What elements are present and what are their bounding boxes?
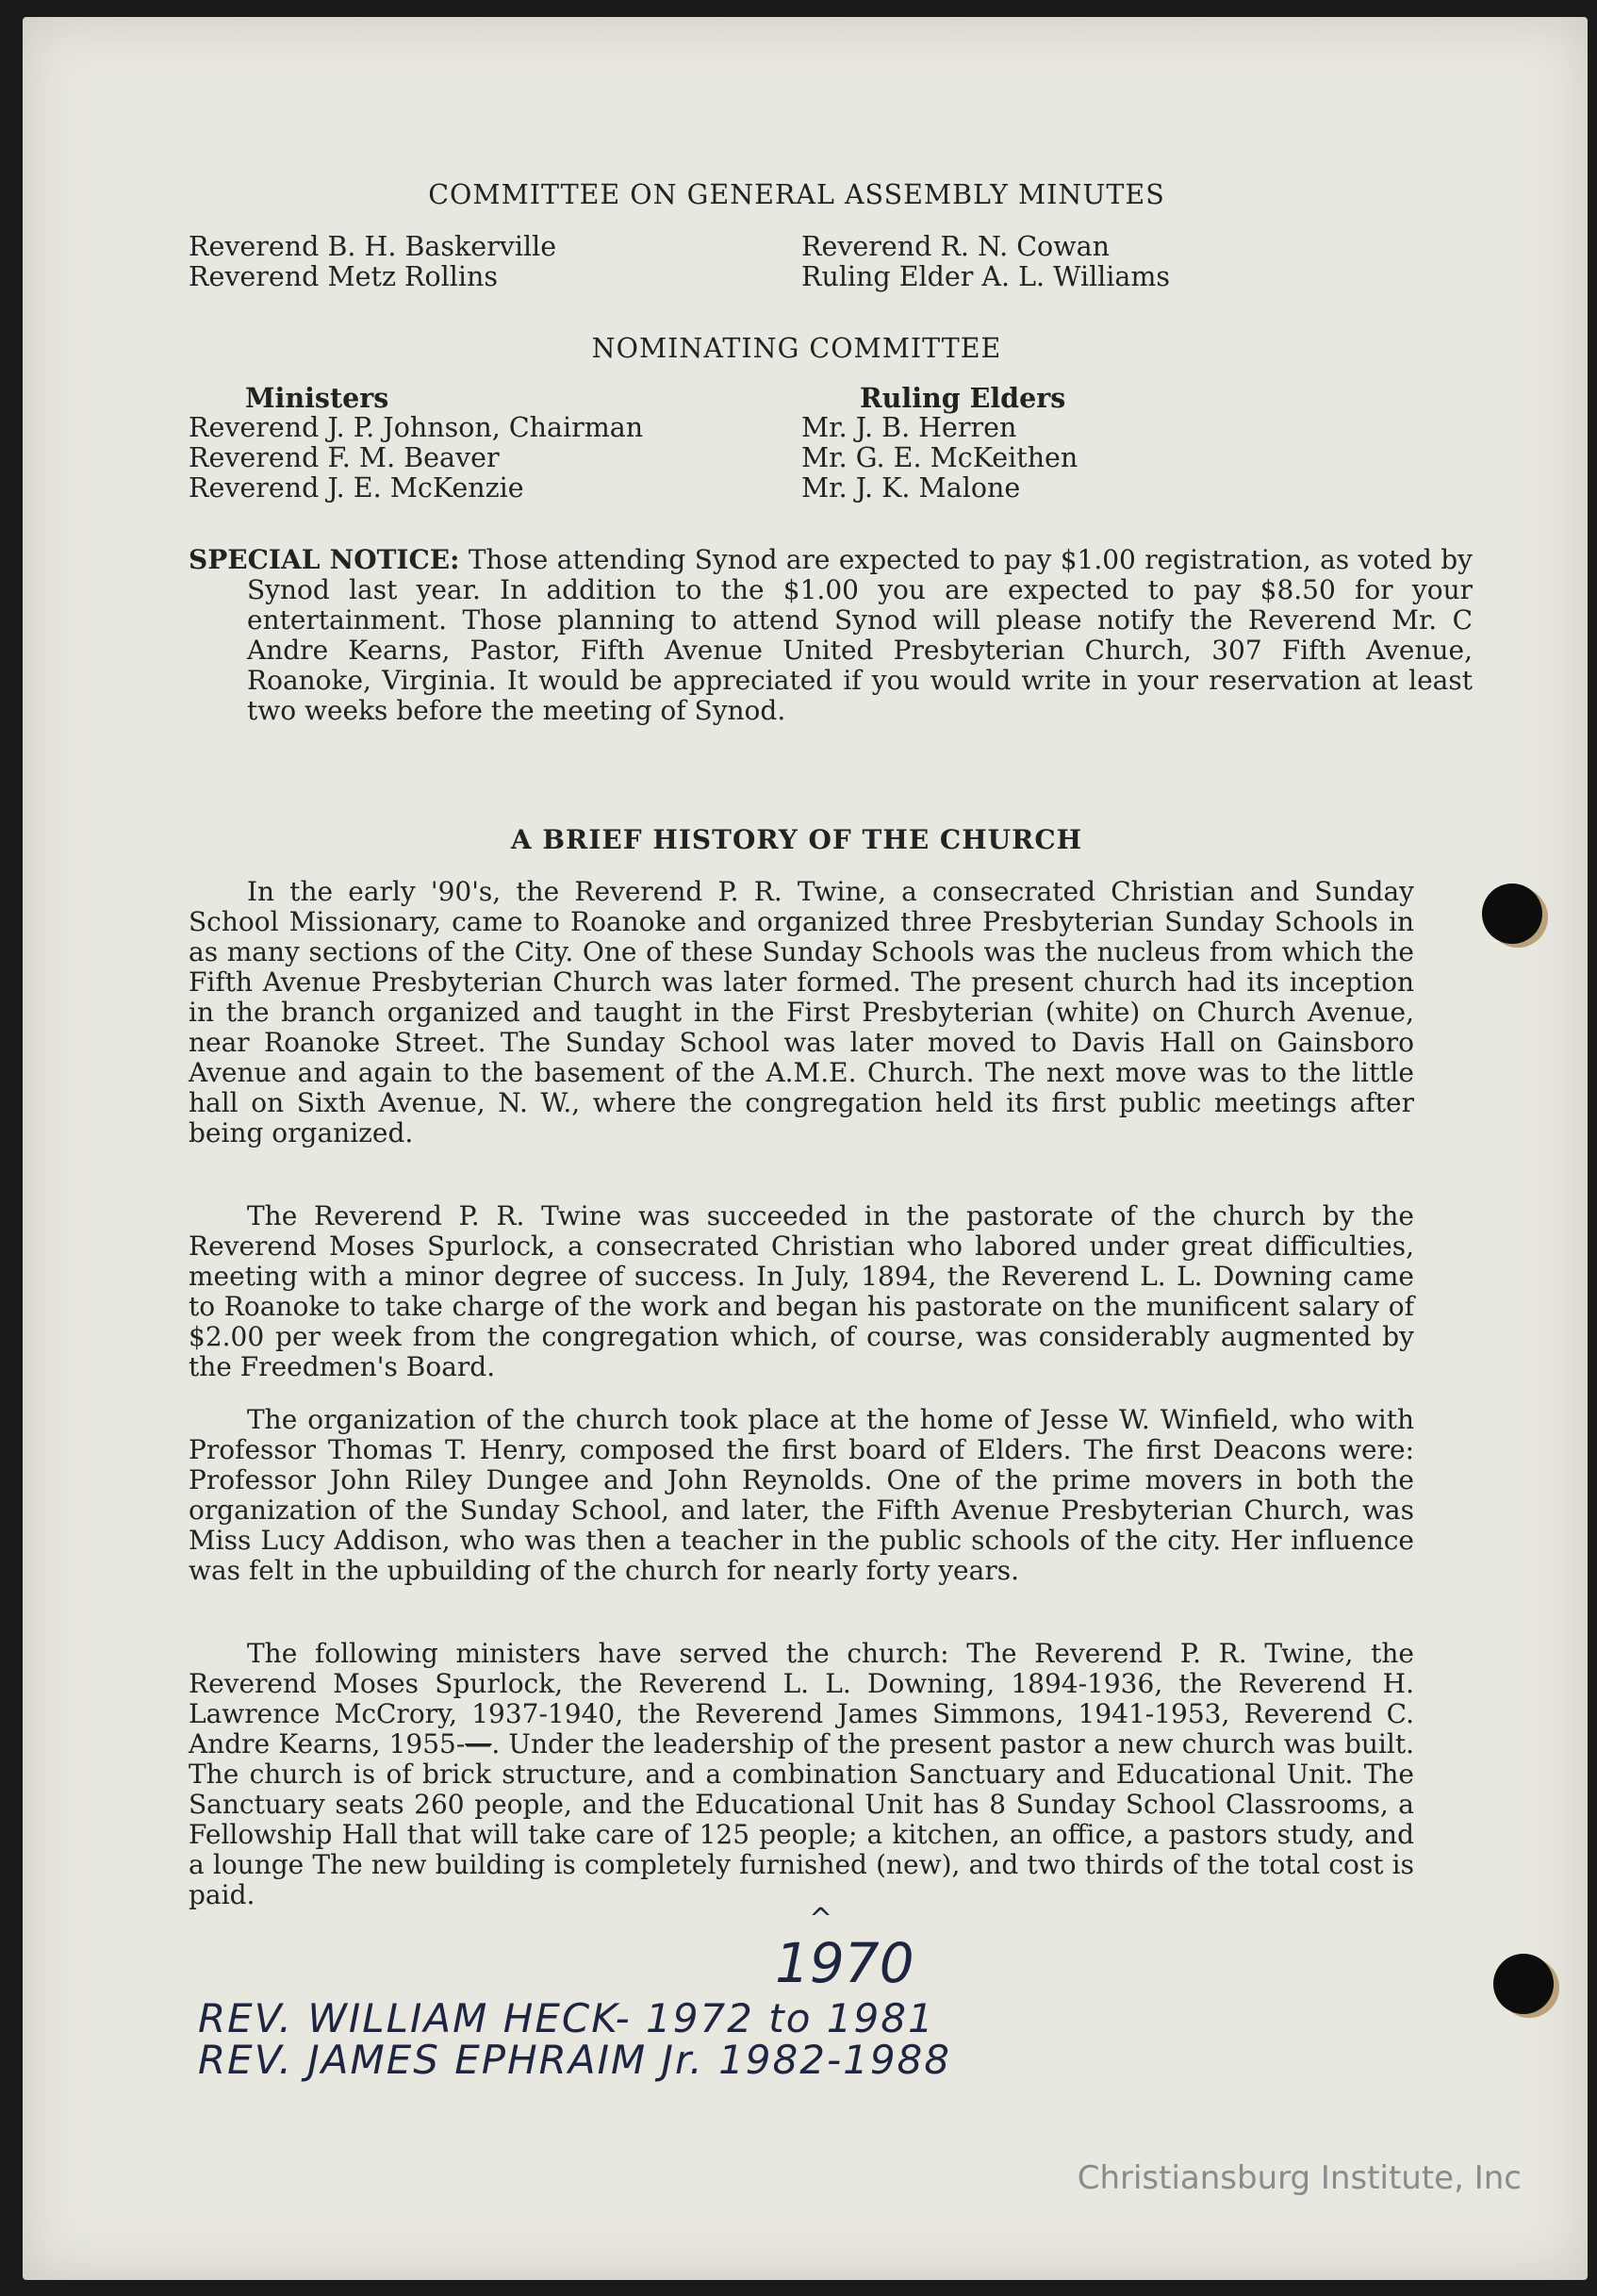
history-title: A BRIEF HISTORY OF THE CHURCH <box>510 824 1083 855</box>
committee-member: Reverend B. H. Baskerville <box>189 231 557 262</box>
handwritten-note-line-2: REV. JAMES EPHRAIM Jr. 1982-1988 <box>198 2037 951 2083</box>
history-paragraph-2: The Reverend P. R. Twine was succeeded in the pastorate of the church by the Reverend Moses Spurlock, a consecrated Christian who labored under great difficulties, meeting with a minor degree of success. In July, 1894, the Reverend L. L. Downing came to Roanoke to take charge of the work and began his pastorate on the munificent salary of $2.00 per week from the congregation which, of course, was considerably augmented by the Freedmen's Board. <box>189 1200 1414 1382</box>
special-notice-text: Those attending Synod are expected to pay $1.00 registration, as voted by Synod last year. In addition to the $1.00 you are expected to pay $8.50 for your entertainment. Those planning to attend Synod will please notify the Reverend Mr. C Andre Kearns, Pastor, Fifth Avenue United Presbyterian Church, 307 Fifth Avenue, Roanoke, Virginia. It would be appreciated if you would write in your reservation at least two weeks before the meeting of Synod. <box>247 544 1474 726</box>
committee-member: Ruling Elder A. L. Williams <box>801 261 1171 292</box>
handwritten-caret: ^ <box>809 1903 833 1936</box>
history-p4-text: The following ministers have served the church: The Reverend P. R. Twine, the Reverend Moses Spurlock, the Reverend L. L. Downing, 1894-1936, the Reverend H. Lawrence McCrory, 1937-1940, the Reverend James Simmons, 1941-1953, Reverend C. Andre Kearns, 1955- <box>189 1638 1414 1759</box>
struck-dash: — <box>465 1728 492 1759</box>
history-paragraph-3: The organization of the church took place at the home of Jesse W. Winfield, who with Professor Thomas T. Henry, composed the first board of Elders. The first Deacons were: Professor John Riley Dungee and John Reynolds. One of the prime movers in both the organization of the Sunday School, and later, the Fifth Avenue Presbyterian Church, was Miss Lucy Addison, who was then a teacher in the public schools of the city. Her influence was felt in the upbuilding of the church for nearly forty years. <box>189 1404 1414 1586</box>
ministers-heading: Ministers <box>245 382 389 414</box>
committee-member: Reverend R. N. Cowan <box>801 231 1110 262</box>
history-p4-text-continued: . Under the leadership of the present pastor a new church was built. The church is of brick structure, and a combination Sanctuary and Educational Unit. The Sanctuary seats 260 people, and the Educational Unit has 8 Sunday School Classrooms, a Fellowship Hall that will take care of 125 people; a kitchen, an office, a pastors study, and a lounge The new building is completely furnished (new), and two thirds of the total cost is paid. <box>189 1728 1414 1910</box>
ministers-column <box>189 383 643 504</box>
watermark: Christiansburg Institute, Inc <box>1077 2159 1522 2197</box>
history-paragraph-4 <box>189 1639 1414 1910</box>
committee-member: Reverend Metz Rollins <box>189 261 498 292</box>
elder-name: Mr. J. B. Herren <box>801 412 1017 443</box>
elder-name: Mr. G. E. McKeithen <box>801 442 1078 473</box>
punch-hole <box>1493 1954 1554 2014</box>
elder-name: Mr. J. K. Malone <box>801 472 1021 504</box>
committee-minutes-left-column <box>189 232 556 292</box>
minister-name: Reverend J. P. Johnson, Chairman <box>189 412 644 443</box>
history-paragraph-1: In the early '90's, the Reverend P. R. Twine, a consecrated Christian and Sunday School Missionary, came to Roanoke and organized three Presbyterian Sunday Schools in as many sections of the City. One of these Sunday Schools was the nucleus from which the Fifth Avenue Presbyterian Church was later formed. The present church had its inception in the branch organized and taught in the First Presbyterian (white) on Church Avenue, near Roanoke Street. The Sunday School was later moved to Davis Hall on Gainsboro Avenue and again to the basement of the A.M.E. Church. The next move was to the little hall on Sixth Avenue, N. W., where the congregation held its first public meetings after being organized. <box>189 876 1414 1148</box>
committee-minutes-title: COMMITTEE ON GENERAL ASSEMBLY MINUTES <box>428 179 1165 210</box>
punch-hole <box>1482 884 1542 944</box>
ruling-elders-heading: Ruling Elders <box>860 382 1066 414</box>
committee-minutes-right-column <box>801 232 1170 292</box>
ruling-elders-column <box>801 383 1078 504</box>
nominating-committee-title: NOMINATING COMMITTEE <box>591 333 1002 364</box>
minister-name: Reverend J. E. McKenzie <box>189 472 524 504</box>
handwritten-year: 1970 <box>775 1931 914 1995</box>
special-notice <box>189 545 1473 726</box>
handwritten-note-line-1: REV. WILLIAM HECK- 1972 to 1981 <box>198 1995 935 2041</box>
special-notice-label: SPECIAL NOTICE: <box>189 544 460 575</box>
minister-name: Reverend F. M. Beaver <box>189 442 500 473</box>
